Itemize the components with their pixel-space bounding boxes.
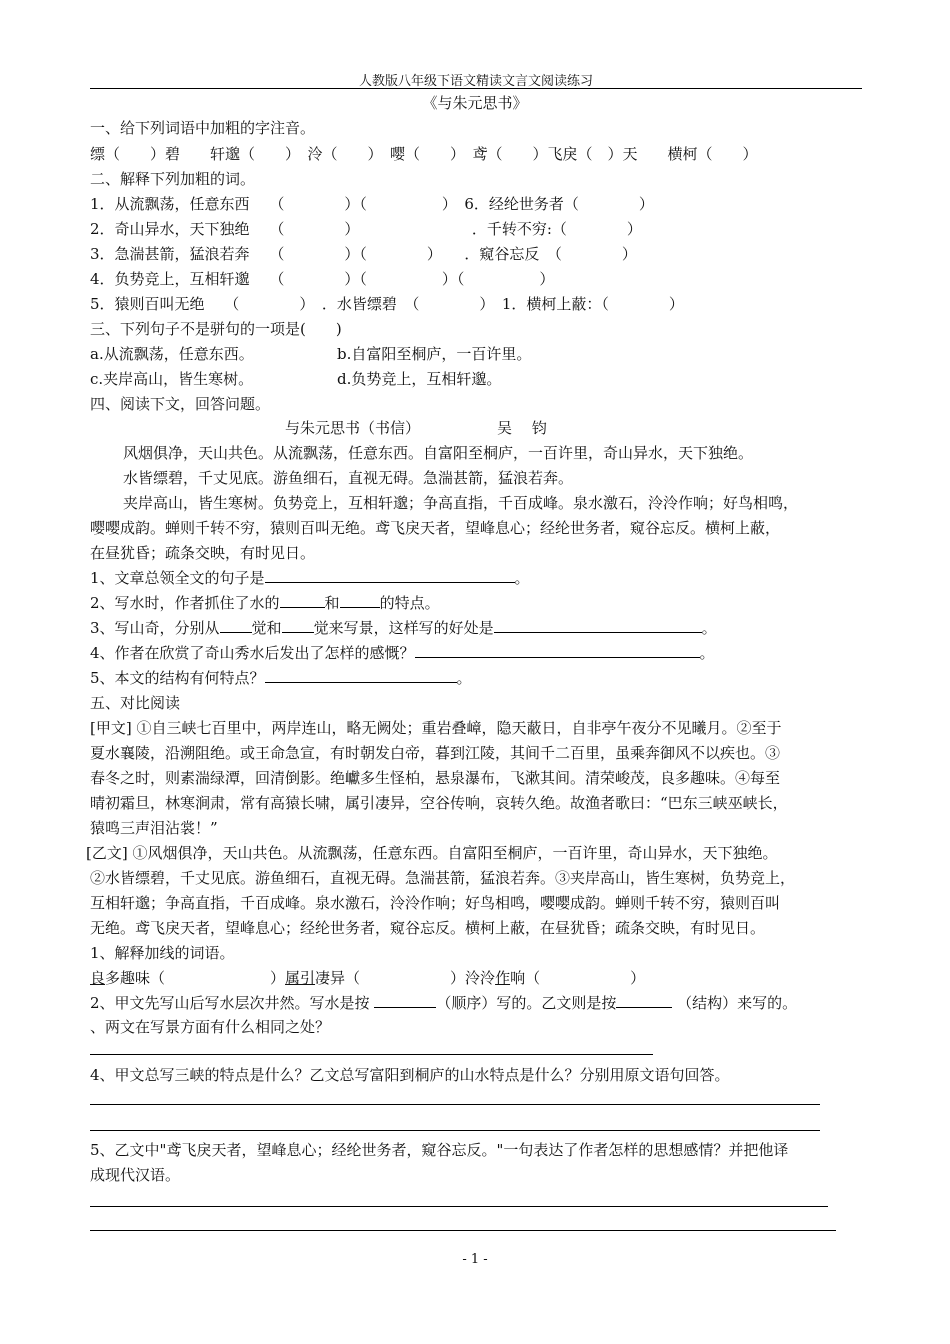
section-2-line-2: 2．奇山异水，天下独绝 （ ） ．千转不穷:（ ） — [90, 220, 642, 238]
section-2-line-4: 4．负势竞上，互相轩邈 （ ）（ ）（ ） — [90, 270, 555, 288]
page-number: - 1 - — [462, 1252, 488, 1267]
question-5-4: 4、甲文总写三峡的特点是什么？乙文总写富阳到桐庐的山水特点是什么？分别用原文语句回答。 — [90, 1066, 730, 1084]
answer-blank[interactable] — [494, 618, 702, 633]
question-5-1: 1、解释加线的词语。 — [90, 944, 235, 962]
passage-title: 与朱元思书（书信） — [285, 419, 421, 437]
passage-paragraph-3c: 在昼犹昏；疏条交映，有时见日。 — [90, 544, 316, 562]
question-5-5-line-2: 成现代汉语。 — [90, 1166, 181, 1184]
answer-blank[interactable] — [616, 993, 672, 1008]
section-5-title: 五、对比阅读 — [90, 694, 181, 712]
question-4-1: 1、文章总领全文的句子是 。 — [90, 569, 530, 587]
section-3-option-c: c.夹岸高山，皆生寒树。 — [90, 370, 254, 388]
text-yi-line-1: [乙文] ①风烟俱净，天山共色。从流飘荡，任意东西。自富阳至桐庐，一百许里，奇山异水，天下独绝。 — [86, 844, 778, 862]
question-4-5: 5、本文的结构有何特点？ 。 — [90, 669, 472, 687]
underlined-word: 良 — [90, 969, 106, 987]
running-header: 人教版八年级下语文精读文言文阅读练习 — [358, 74, 593, 89]
answer-line[interactable] — [90, 1054, 653, 1055]
passage-paragraph-3b: 嘤嘤成韵。蝉则千转不穷，猿则百叫无绝。鸢飞戾天者，望峰息心；经纶世务者，窥谷忘反。横柯上蔽， — [90, 519, 781, 537]
question-5-5-line-1: 5、乙文中"鸢飞戾天者，望峰息心；经纶世务者，窥谷忘反。"一句表达了作者怎样的思想感情？并把他译 — [90, 1141, 789, 1159]
passage-paragraph-3a: 夹岸高山，皆生寒树。负势竞上，互相轩邈；争高直指，千百成峰。泉水激石，泠泠作响；好鸟相鸣， — [123, 494, 799, 512]
answer-line[interactable] — [90, 1206, 828, 1207]
answer-blank[interactable] — [374, 993, 436, 1008]
text-jia-line-3: 春冬之时，则素湍绿潭，回清倒影。绝巘多生怪柏，悬泉瀑布，飞漱其间。清荣峻茂，良多趣味。④每至 — [90, 769, 781, 787]
section-1-title: 一、给下列词语中加粗的字注音。 — [90, 119, 316, 137]
answer-blank[interactable] — [280, 593, 325, 608]
answer-blank[interactable] — [415, 643, 700, 658]
answer-blank[interactable] — [265, 668, 457, 683]
passage-paragraph-2: 水皆缥碧，千丈见底。游鱼细石，直视无碍。急湍甚箭，猛浪若奔。 — [123, 469, 574, 487]
text-yi-line-3: 互相轩邈；争高直指，千百成峰。泉水激石，泠泠作响；好鸟相鸣，嘤嘤成韵。蝉则千转不穷，猿则百叫 — [90, 894, 781, 912]
answer-line[interactable] — [90, 1104, 820, 1105]
question-5-3: 、两文在写景方面有什么相同之处？ — [90, 1018, 331, 1036]
section-4-title: 四、阅读下文，回答问题。 — [90, 395, 271, 413]
text-yi-line-2: ②水皆缥碧，千丈见底。游鱼细石，直视无碍。急湍甚箭，猛浪若奔。③夹岸高山，皆生寒树，负势竞上， — [90, 869, 796, 887]
header-rule — [90, 88, 862, 89]
section-2-title: 二、解释下列加粗的词。 — [90, 170, 256, 188]
section-3-title: 三、下列句子不是骈句的一项是( ) — [90, 320, 342, 338]
underlined-word: 属引 — [285, 969, 316, 987]
answer-line[interactable] — [90, 1230, 836, 1231]
text-jia-line-1: [甲文] ①自三峡七百里中，两岸连山，略无阙处；重岩叠嶂，隐天蔽日，自非亭午夜分不见曦月。②至于 — [90, 719, 782, 737]
underlined-word: 作 — [495, 969, 511, 987]
section-2-line-5: 5．猿则百叫无绝 （ ） ．水皆缥碧 （ ） 1．横柯上蔽：（ ） — [90, 295, 684, 313]
question-5-1-items: 良多趣味（ ）属引凄异（ ）泠泠作响（ ） — [90, 969, 646, 987]
document-title: 《与朱元思书》 — [422, 94, 528, 112]
section-2-line-3: 3．急湍甚箭，猛浪若奔 （ ）（ ） ．窥谷忘反 （ ） — [90, 245, 637, 263]
text-jia-line-4: 晴初霜旦，林寒涧肃，常有高猿长啸，属引凄异，空谷传响，哀转久绝。故渔者歌曰：“巴东三峡巫峡长， — [90, 794, 788, 812]
section-1-items: 缥（ ）碧 轩邈（ ） 泠（ ） 嘤（ ） 鸢（ ）飞戾（ ）天 横柯（ ） — [90, 145, 758, 163]
question-4-3: 3、写山奇，分别从 觉和 觉来写景，这样写的好处是 。 — [90, 619, 717, 637]
text-jia-line-5: 猿鸣三声泪沾裳！” — [90, 819, 218, 837]
question-4-2: 2、写水时，作者抓住了水的 和 的特点。 — [90, 594, 440, 612]
answer-blank[interactable] — [282, 618, 314, 633]
text-yi-line-4: 无绝。鸢飞戾天者，望峰息心；经纶世务者，窥谷忘反。横柯上蔽，在昼犹昏；疏条交映，有时见日。 — [90, 919, 766, 937]
answer-line[interactable] — [90, 1130, 820, 1131]
answer-blank[interactable] — [220, 618, 252, 633]
section-3-option-a: a.从流飘荡，任意东西。 — [90, 345, 254, 363]
answer-blank[interactable] — [340, 593, 380, 608]
passage-paragraph-1: 风烟俱净，天山共色。从流飘荡，任意东西。自富阳至桐庐，一百许里，奇山异水，天下独绝。 — [123, 444, 754, 462]
section-2-line-1: 1．从流飘荡，任意东西 （ ）（ ） 6．经纶世务者（ ） — [90, 195, 654, 213]
question-4-4: 4、作者在欣赏了奇山秀水后发出了怎样的感慨？ 。 — [90, 644, 715, 662]
passage-author: 吴 钧 — [497, 419, 547, 437]
question-5-2: 2、甲文先写山后写水层次井然。写水是按 （顺序）写的。乙文则是按 （结构）来写的。 — [90, 994, 798, 1012]
section-3-option-b: b.自富阳至桐庐，一百许里。 — [337, 345, 532, 363]
text-jia-line-2: 夏水襄陵，沿溯阻绝。或王命急宣，有时朝发白帝，暮到江陵，其间千二百里，虽乘奔御风不以疾也。③ — [90, 744, 781, 762]
answer-blank[interactable] — [265, 568, 515, 583]
section-3-option-d: d.负势竞上，互相轩邈。 — [337, 370, 502, 388]
